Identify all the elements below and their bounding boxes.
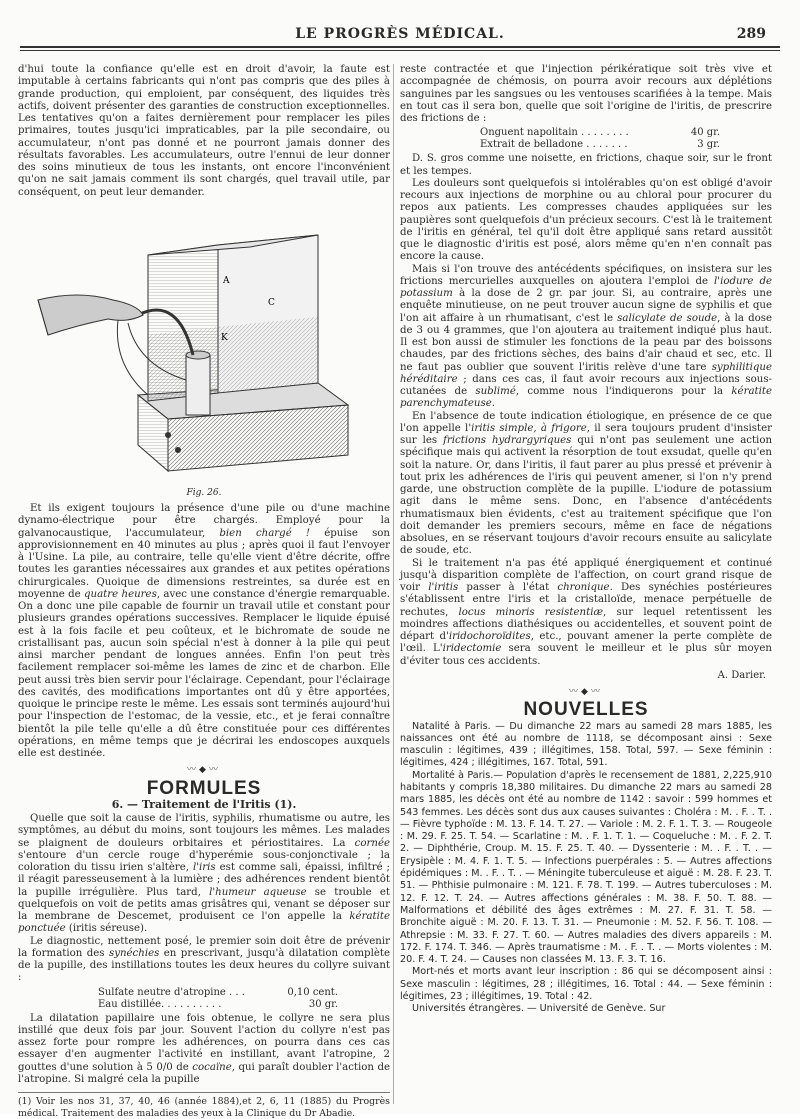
ingredient: Onguent napolitain . . . . . . . . bbox=[480, 127, 629, 139]
paragraph: reste contractée et que l'injection périkératique soit très vive et accompagnée de chémosis, on pourra avoir recours aux déplétions sanguines par les sangsues ou les ventouses scarifiées à la tempe. Mais en tout cas il sera bon, quelle que soit l'origine de l'iritis, de prescrire des frictions de : bbox=[400, 64, 772, 124]
italic-run: l'iodure de potassium bbox=[400, 275, 772, 299]
news-item: Mortalité à Paris.— Population d'après le recensement de 1881, 2,225,910 habitants y compris 18,380 militaires. Du dimanche 22 mars au samedi 28 mars 1885, les décès ont été au nombre de 1142 : savoir : 599 hommes et 543 femmes. Les décès sont dus aux causes suivantes : Choléra : M. . F. . T. . — Fièvre typhoïde : M. 13. F. 14. T. 27. — Variole : M. 2. F. 1. T. 3. — Rougeole : M. 29. F. 25. T. 54. — Scarlatine : M. . F. 1. T. 1. — Coqueluche : M. . F. 2. T. 2. — Diphthérie, Croup. M. 15. F. 25. T. 40. — Dyssenterie : M. . F. . T. . — Erysipèle : M. 4. F. 1. T. 5. — Infections puerpérales : 5. — Autres affections épidémiques : M. . F. . T. . — Méningite tuberculeuse et aiguë : M. 28. F. 23. T. 51. — Phthisie pulmonaire : M. 121. F. 78. T. 199. — Autres tuberculoses : M. 12. F. 12. T. 24. — Autres affections générales : M. 38. F. 50. T. 88. — Malformations et débilité des âges extrêmes : M. 27. F. 31. T. 58. — Bronchite aiguë : M. 20. F. 13. T. 31. — Pneumonie : M. 52. F. 56. T. 108. — Athrepsie : M. 33. F. 27. T. 60. — Autres maladies des divers appareils : M. 172. F. 174. T. 346. — Après traumatisme : M. . F. . T. . — Morts violentes : M. 20. F. 4. T. 24. — Causes non classées M. 13. F. 3. T. 16. bbox=[400, 769, 772, 966]
italic-run: syphilitique héréditaire bbox=[400, 361, 772, 385]
news-item: Universités étrangères. — Université de Genève. Sur bbox=[412, 1003, 666, 1015]
header-rule-thin bbox=[20, 50, 780, 51]
text-run: ; dans ces cas, il faut avoir recours aux injections sous-cutanées de bbox=[400, 373, 772, 397]
text-run: à la dose de 2 gr. par jour. Si, au contraire, après une enquête minutieuse, on ne peut trouver aucun signe de syphilis et que l'on ait affaire à un rhumatisant, c'est le bbox=[400, 288, 772, 324]
text-run: s'entoure d'un cercle rouge d'hyperémie sous-conjonctivale ; la coloration du tissu irien s'altère, bbox=[18, 849, 390, 873]
dose: 3 gr. bbox=[697, 139, 720, 151]
section-ornament: 〰◆〰 bbox=[187, 765, 221, 776]
text-run: épuise son approvisionnement en 40 minutes au plus ; après quoi il faut l'envoyer à l'Usine. La pile, au contraire, telle qu'elle vient d'être décrite, offre toutes les garanties nécessaires aux grandes et aux petites opérations chirurgicales. Quoique de dimensions restreintes, sa durée est en moyenne de bbox=[18, 527, 390, 600]
footnote: (1) Voir les nos 31, 37, 40, 46 (année 1884),et 2, 6, 11 (1885) du Progrès médical. Traitement des maladies des yeux à la Clinique du Dr Abadie. bbox=[18, 1092, 390, 1119]
italic-run: bien chargé ! bbox=[219, 527, 311, 539]
italic-run: frictions hydrargyriques bbox=[443, 435, 572, 446]
italic-run: l'iritis bbox=[428, 582, 459, 593]
section-ornament: 〰◆〰 bbox=[569, 687, 603, 697]
running-head bbox=[20, 26, 780, 46]
paragraph bbox=[400, 411, 772, 558]
italic-run: quatre heures bbox=[84, 588, 157, 600]
prescription-line bbox=[480, 139, 720, 151]
page-number: 289 bbox=[736, 26, 766, 42]
italic-run: l'humeur aqueuse bbox=[209, 886, 307, 898]
news-item: Mort-nés et morts avant leur inscription : 86 qui se décomposent ainsi : Sexe masculin : légitimes, 28 ; illégitimes, 16. Total : 44. — Sexe féminin : légitimes, 23 ; illégitimes, 19. Total : 42. bbox=[400, 966, 772, 1003]
text-run: Si le traitement n'a pas été appliqué énergiquement et continué jusqu'à disparition complète de l'affection, on court grand risque de voir bbox=[400, 557, 772, 593]
paragraph: D. S. gros comme une noisette, en frictions, chaque soir, sur le front et les tempes. bbox=[400, 153, 772, 177]
italic-run: chronique bbox=[557, 582, 610, 593]
figure-caption: Fig. 26. bbox=[186, 487, 222, 498]
paragraph bbox=[18, 813, 390, 936]
news-item: Natalité à Paris. — Du dimanche 22 mars au samedi 28 mars 1885, les naissances ont été au nombre de 1118, se décomposant ainsi : Sexe masculin : légitimes, 439 ; illégitimes, 158. Total, 597. — Sexe féminin : légitimes, 424 ; illégitimes, 167. Total, 591. bbox=[400, 720, 772, 769]
italic-run: iridochoroïdites bbox=[448, 631, 531, 642]
ingredient: Eau distillée. . . . . . . . . . bbox=[98, 998, 222, 1010]
dose: 0,10 cent. bbox=[287, 986, 338, 998]
formula-subtitle: 6. — Traitement de l'Iritis (1). bbox=[111, 797, 297, 811]
text-run: . Des synéchies postérieures s'établissent entre l'iris et la cristalloïde, menace perpétuelle de rechutes, bbox=[400, 582, 772, 618]
nouvelles-heading: NOUVELLES bbox=[523, 699, 649, 721]
prescription-atropine bbox=[98, 987, 390, 1011]
journal-title: LE PROGRÈS MÉDICAL. bbox=[295, 26, 505, 42]
text-run: , comme nous l'indiquerons pour la bbox=[515, 386, 732, 397]
prescription-line bbox=[98, 987, 338, 999]
paragraph bbox=[18, 1013, 390, 1087]
text-run: se trouble et quelquefois on voit de petits amas grisâtres qui, venant se déposer sur la membrane de Descemet, produisent ce l'on appelle la bbox=[18, 886, 390, 922]
text-run: Le diagnostic, nettement posé, le premier soin doit être de prévenir la formation des bbox=[18, 935, 390, 959]
text-run: , sur lequel retentissent les moindres affections diathésiques ou accidentelles, et souvent point de départ d' bbox=[400, 606, 772, 642]
text-run: , etc., pouvant amener la perte complète de l'œil. L' bbox=[400, 631, 772, 655]
prescription-line bbox=[480, 127, 720, 139]
paragraph bbox=[400, 264, 772, 411]
italic-run: locus minoris resistentiæ bbox=[458, 606, 604, 618]
paragraph bbox=[18, 503, 390, 760]
italic-run: salicylate de soude bbox=[617, 312, 718, 324]
text-run: , il sera toujours prudent d'insister sur les bbox=[400, 422, 772, 446]
formules-heading: FORMULES bbox=[146, 777, 262, 799]
paragraph bbox=[400, 558, 772, 668]
svg-text:K: K bbox=[221, 332, 228, 343]
paragraph: d'hui toute la confiance qu'elle est en droit d'avoir, la faute est imputable à certains fabricants qui n'ont pas compris que des piles à grande production, qui emploient, par conséquent, des liquides très actifs, doivent présenter des garanties de construction exceptionnelles. Les tentatives qu'on a faites dernièrement pour remplacer les piles primaires, toutes jusqu'ici impraticables, par la pile secondaire, ou accumulateur, n'ont pas donné et ne pourront jamais donner des résultats favorables. Les accumulateurs, outre l'ennui de leur donner des soins minutieux de tous les instants, ont encore l'inconvénient qu'on ne sait jamais comment ils sont chargés, quel travail utile, par conséquent, on peut leur demander. bbox=[18, 64, 390, 198]
prescription-friction bbox=[480, 127, 772, 151]
italic-run: cornée bbox=[354, 837, 390, 849]
text-run: passer à l'état bbox=[458, 582, 558, 593]
italic-run: l'iris bbox=[192, 862, 216, 873]
news-section bbox=[400, 721, 772, 1016]
italic-run: kératite ponctuée bbox=[18, 911, 390, 935]
left-column bbox=[18, 64, 391, 1119]
text-run: , qui paraît doubler l'action de l'atropine. Si malgré cela la pupille bbox=[18, 1061, 390, 1085]
author-signature: A. Darier. bbox=[717, 669, 766, 681]
text-run: En l'absence de toute indication étiologique, en présence de ce que l'on appelle l' bbox=[400, 410, 772, 434]
italic-run: synéchies bbox=[108, 947, 160, 959]
dose: 30 gr. bbox=[308, 998, 338, 1010]
battery-illustration bbox=[18, 205, 390, 485]
right-column bbox=[400, 64, 772, 1100]
paragraph: Les douleurs sont quelquefois si intolérables qu'on est obligé d'avoir recours aux injections de morphine ou au chloral pour procurer du repos aux patients. Les compresses chaudes appliquées sur les paupières sont quelquefois d'un précieux secours. C'est là le traitement de l'iritis en général, tel qu'il doit être appliqué sans retard aussitôt que le diagnostic d'iritis est posé, alors même qu'en n'en connaît pas encore la cause. bbox=[400, 177, 772, 263]
text-run: , à la dose de 3 ou 4 grammes, que l'on ajoutera au traitement indiqué plus haut. Il est bon aussi de stimuler les fonctions de la peau par des boissons chaudes, par des frictions sèches, des bains d'air chaud et sec, etc. Il ne faut pas oublier que souvent l'iritis relève d'une tare bbox=[400, 312, 772, 373]
svg-text:C: C bbox=[268, 297, 275, 308]
text-run: , avec une constance d'énergie remarquable. On a donc une pile capable de fournir un travail utile et constant pour plusieurs grandes opérations successives. Remplacer le liquide épuisé est à la fois facile et peu coûteux, et le bichromate de soude ne cristallisant pas, aucun soin spécial n'est à donner à la pile qui peut ainsi marcher pendant de longues années. Enfin l'on peut très facilement remplacer soi-même les lames de zinc et de charbon. Elle peut aussi très bien servir pour l'éclairage. Cependant, pour l'éclairage des cavités, des modifications importantes ont dû y être apportées, quoique le principe reste le même. Les essais sont terminés aujourd'hui pour l'inspection de l'estomac, de la vessie, etc., et je ferai connaître bientôt la pile telle qu'elle a dû être constituée pour ces différentes opérations, en même temps que je décrirai les endoscopes auxquels elle est destinée. bbox=[18, 588, 391, 759]
italic-run: sublimé bbox=[475, 386, 516, 397]
svg-text:A: A bbox=[223, 275, 230, 286]
ingredient: Sulfate neutre d'atropine . . . bbox=[98, 986, 245, 998]
prescription-line bbox=[98, 999, 338, 1011]
paragraph bbox=[18, 936, 390, 985]
italic-run: kératite parenchymateuse bbox=[400, 386, 772, 410]
header-rule bbox=[20, 46, 780, 48]
italic-run: cocaïne bbox=[192, 1061, 232, 1073]
italic-run: iridectomie bbox=[442, 643, 502, 655]
dose: 40 gr. bbox=[690, 127, 720, 139]
text-run: en prescrivant, jusqu'à dilatation complète de la pupille, des instillations toutes les deux heures du collyre suivant : bbox=[18, 947, 390, 984]
text-run: Quelle que soit la cause de l'iritis, syphilis, rhumatisme ou autre, les symptômes, au début du moins, sont toujours les mêmes. Les malades se plaignent de douleurs orbitaires et périostitaires. La bbox=[18, 813, 390, 849]
text-run: est comme sali, épaissi, infiltré ; il réagit paresseusement à la lumière ; des adhérences rendent bientôt la pupille irrégulière. Plus tard, bbox=[18, 862, 390, 898]
italic-run: iritis simple, à frigore bbox=[471, 422, 587, 434]
text-run: qui n'ont pas seulement une action spécifique mais qui activent la résorption de tout exsudat, quelle qu'en soit la nature. Or, dans l'iritis, il faut parer au plus pressé et prévenir à tout prix les adhérences de l'iris qui peuvent amener, si l'on n'y prend garde, une obstruction complète de la pupille. L'iodure de potassium agit dans le même sens. Donc, en l'absence d'antécédents rhumatismaux bien évidents, c'est au traitement spécifique que l'on doit demander les premiers secours, même en face de négations absolues, en se réservant toujours d'avoir recours ensuite au salicylate de soude, etc. bbox=[400, 435, 773, 557]
text-run: La dilatation papillaire une fois obtenue, le collyre ne sera plus instillé que deux fois par jour. Souvent l'action du collyre n'est pas assez forte pour rompre les adhérences, on pourra dans ces cas essayer d'en augmenter l'activité en instillant, avant l'atropine, 2 gouttes d'une solution à 5 0/0 de bbox=[18, 1012, 390, 1073]
text-run: Et ils exigent toujours la présence d'une pile ou d'une machine dynamo-électrique pour être chargés. Employé pour la galvanocaustique, l'accumulateur, bbox=[18, 503, 390, 539]
ingredient: Extrait de belladone . . . . . . . bbox=[480, 139, 628, 151]
text-run: . bbox=[491, 398, 496, 410]
text-run: Mais si l'on trouve des antécédents spécifiques, on insistera sur les frictions mercurielles auxquelles on ajoutera l'emploi de bbox=[400, 263, 772, 287]
text-run: (iritis séreuse). bbox=[65, 923, 148, 935]
text-run: sera souvent le meilleur et le plus sûr moyen d'éviter tous ces accidents. bbox=[400, 643, 772, 667]
column-separator bbox=[393, 64, 394, 1104]
